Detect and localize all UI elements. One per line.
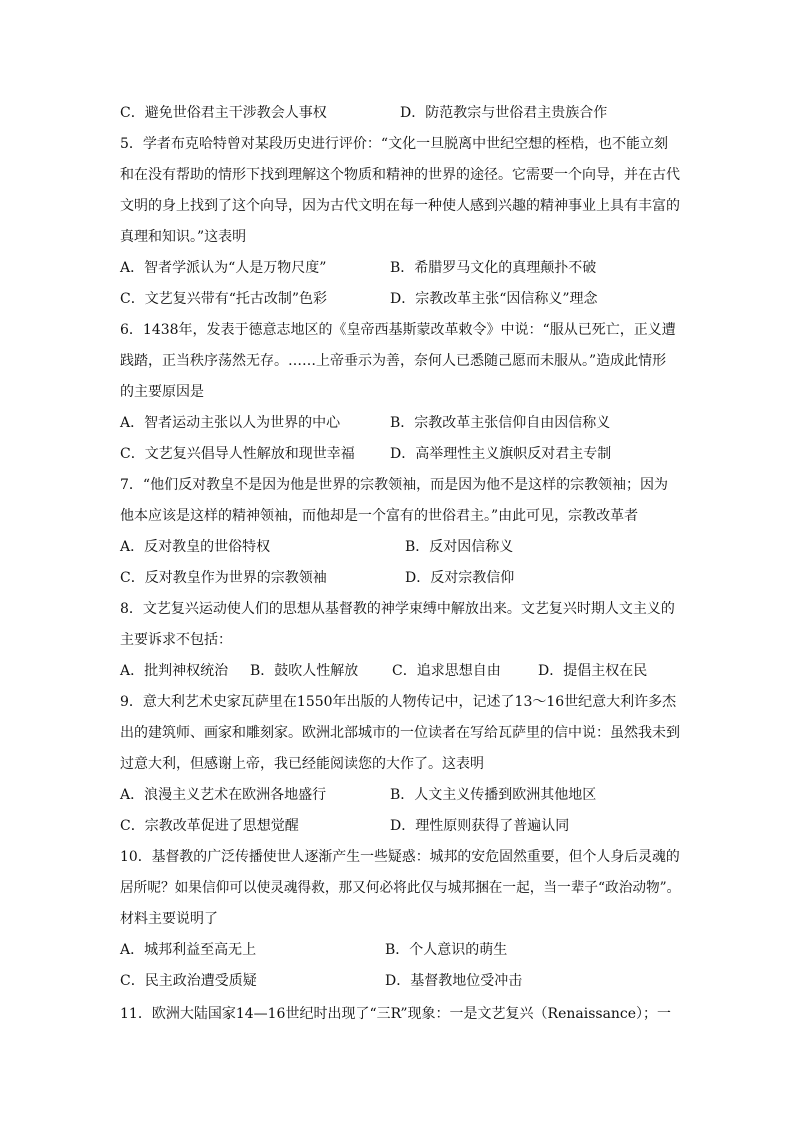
q5-stem-line-3: 文明的身上找到了这个向导，因为古代文明在每一种使人感到兴趣的精神事业上具有丰富的 — [120, 198, 680, 214]
q6-option-d[interactable]: D．高举理性主义旗帜反对君主专制 — [390, 446, 612, 462]
q10-stem-line-2: 居所呢？如果信仰可以使灵魂得救，那又何必将此仅与城邦捆在一起，当一辈子“政治动物”。 — [120, 880, 681, 896]
q10-stem-line-3: 材料主要说明了 — [120, 911, 218, 927]
q5-stem-line-4: 真理和知识。”这表明 — [120, 229, 247, 245]
q9-options-ab — [120, 785, 700, 805]
q10-options-ab — [120, 940, 700, 960]
q9-option-c[interactable]: C．宗教改革促进了思想觉醒 — [120, 818, 299, 834]
q5-option-d[interactable]: D．宗教改革主张“因信称义”理念 — [390, 291, 598, 307]
q7-option-d[interactable]: D．反对宗教信仰 — [405, 570, 515, 586]
q10-option-a[interactable]: A．城邦利益至高无上 — [120, 942, 257, 958]
q8-option-b[interactable]: B．鼓吹人性解放 — [250, 663, 359, 679]
q10-option-c[interactable]: C．民主政治遭受质疑 — [120, 973, 257, 989]
q10-stem-line-1: 10．基督教的广泛传播使世人逐渐产生一些疑惑：城邦的安危固然重要，但个人身后灵魂的 — [120, 849, 680, 865]
q8-stem-line-1: 8．文艺复兴运动使人们的思想从基督教的神学束缚中解放出来。文艺复兴时期人文主义的 — [120, 601, 675, 617]
q9-options-cd — [120, 816, 700, 836]
q7-stem-line-1: 7．“他们反对教皇不是因为他是世界的宗教领袖，而是因为他不是这样的宗教领袖；因为 — [120, 477, 669, 493]
q6-options-ab — [120, 413, 700, 433]
q11-stem-line-1: 11．欧洲大陆国家14—16世纪时出现了“三R”现象：一是文艺复兴（Renaissance）；一 — [120, 1006, 672, 1022]
q6-option-a[interactable]: A．智者运动主张以人为世界的中心 — [120, 415, 341, 431]
q9-option-b[interactable]: B．人文主义传播到欧洲其他地区 — [390, 787, 597, 803]
q4-option-d[interactable]: D．防范教宗与世俗君主贵族合作 — [400, 105, 608, 121]
q6-stem-line-3: 的主要原因是 — [120, 384, 204, 400]
q5-option-a[interactable]: A．智者学派认为“人是万物尺度” — [120, 260, 327, 276]
q10-option-b[interactable]: B．个人意识的萌生 — [385, 942, 508, 958]
q5-stem-line-2: 和在没有帮助的情形下找到理解这个物质和精神的世界的途径。它需要一个向导，并在古代 — [120, 167, 680, 183]
q7-option-a[interactable]: A．反对教皇的世俗特权 — [120, 539, 271, 555]
q9-option-a[interactable]: A．浪漫主义艺术在欧洲各地盛行 — [120, 787, 327, 803]
q6-options-cd — [120, 444, 700, 464]
q8-option-c[interactable]: C．追求思想自由 — [392, 663, 501, 679]
q8-options — [120, 661, 700, 681]
q10-options-cd — [120, 971, 700, 991]
q7-stem-line-2: 他本应该是这样的精神领袖，而他却是一个富有的世俗君主。”由此可见，宗教改革者 — [120, 508, 639, 524]
q8-option-d[interactable]: D．提倡主权在民 — [538, 663, 648, 679]
q8-stem-line-2: 主要诉求不包括： — [120, 632, 232, 648]
q5-options-cd — [120, 289, 700, 309]
q10-option-d[interactable]: D．基督教地位受冲击 — [385, 973, 523, 989]
q8-option-a[interactable]: A．批判神权统治 — [120, 663, 229, 679]
q4-options-cd — [120, 103, 700, 123]
q6-option-c[interactable]: C．文艺复兴倡导人性解放和现世幸福 — [120, 446, 355, 462]
q9-stem-line-2: 出的建筑师、画家和雕刻家。欧洲北部城市的一位读者在写给瓦萨里的信中说：虽然我未到 — [120, 725, 680, 741]
q9-stem-line-3: 过意大利，但感谢上帝，我已经能阅读您的大作了。这表明 — [120, 756, 484, 772]
q6-stem-line-2: 践踏，正当秩序荡然无存。……上帝垂示为善，奈何人已悉随己愿而未服从。”造成此情形 — [120, 353, 667, 369]
q6-option-b[interactable]: B．宗教改革主张信仰自由因信称义 — [390, 415, 611, 431]
q5-option-b[interactable]: B．希腊罗马文化的真理颠扑不破 — [390, 260, 597, 276]
q5-options-ab — [120, 258, 700, 278]
q7-options-cd — [120, 568, 700, 588]
q6-stem-line-1: 6．1438年，发表于德意志地区的《皇帝西基斯蒙改革敕令》中说：“服从已死亡，正义遭 — [120, 322, 676, 338]
q4-option-c[interactable]: C．避免世俗君主干涉教会人事权 — [120, 105, 327, 121]
q9-option-d[interactable]: D．理性原则获得了普遍认同 — [390, 818, 570, 834]
q5-option-c[interactable]: C．文艺复兴带有“托古改制”色彩 — [120, 291, 328, 307]
q5-stem-line-1: 5．学者布克哈特曾对某段历史进行评价：“文化一旦脱离中世纪空想的桎梏，也不能立刻 — [120, 136, 669, 152]
q9-stem-line-1: 9．意大利艺术史家瓦萨里在1550年出版的人物传记中，记述了13～16世纪意大利许多杰 — [120, 694, 677, 710]
q7-option-b[interactable]: B．反对因信称义 — [405, 539, 514, 555]
q7-options-ab — [120, 537, 700, 557]
q7-option-c[interactable]: C．反对教皇作为世界的宗教领袖 — [120, 570, 327, 586]
